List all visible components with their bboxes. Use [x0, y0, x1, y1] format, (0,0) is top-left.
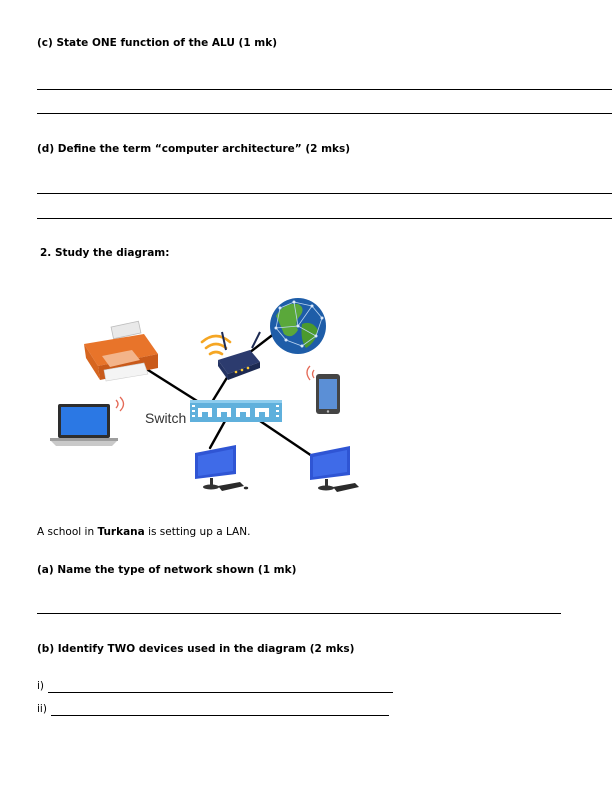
link-switch-desktop2	[260, 421, 315, 458]
answer-line-d-1[interactable]	[37, 193, 612, 194]
desktop-icon	[195, 445, 248, 491]
phone-icon	[316, 374, 340, 414]
scenario-text	[37, 526, 250, 538]
link-switch-desktop1	[210, 421, 225, 448]
link-router-switch	[212, 376, 228, 402]
globe-icon	[270, 298, 326, 354]
answer-label-i: i)	[37, 680, 45, 692]
switch-icon	[190, 400, 282, 422]
answer-line-c-2[interactable]	[37, 113, 612, 114]
question-2: 2. Study the diagram:	[40, 247, 170, 259]
scenario-prefix: A school in	[37, 526, 98, 538]
printer-icon	[84, 321, 158, 381]
question-c: (c) State ONE function of the ALU (1 mk)	[37, 37, 278, 49]
question-b: (b) Identify TWO devices used in the diagram (2 mks)	[37, 643, 355, 655]
scenario-suffix: is setting up a LAN.	[144, 526, 251, 538]
answer-line-a[interactable]	[37, 613, 561, 614]
answer-label-ii: ii)	[37, 703, 47, 715]
scenario-place: Turkana	[97, 526, 145, 538]
phone-signal-icon	[307, 366, 314, 380]
router-icon	[218, 332, 260, 380]
question-a: (a) Name the type of network shown (1 mk)	[37, 564, 297, 576]
desktop-icon-2	[310, 446, 359, 492]
laptop-icon	[50, 404, 118, 446]
answer-line-ii[interactable]	[51, 715, 389, 716]
laptop-signal-icon	[116, 397, 124, 411]
question-d: (d) Define the term “computer architecture” (2 mks)	[37, 143, 351, 155]
answer-line-i[interactable]	[48, 692, 393, 693]
switch-label: Switch	[145, 410, 187, 426]
answer-line-c-1[interactable]	[37, 89, 612, 90]
network-diagram	[40, 288, 370, 503]
answer-line-d-2[interactable]	[37, 218, 612, 219]
